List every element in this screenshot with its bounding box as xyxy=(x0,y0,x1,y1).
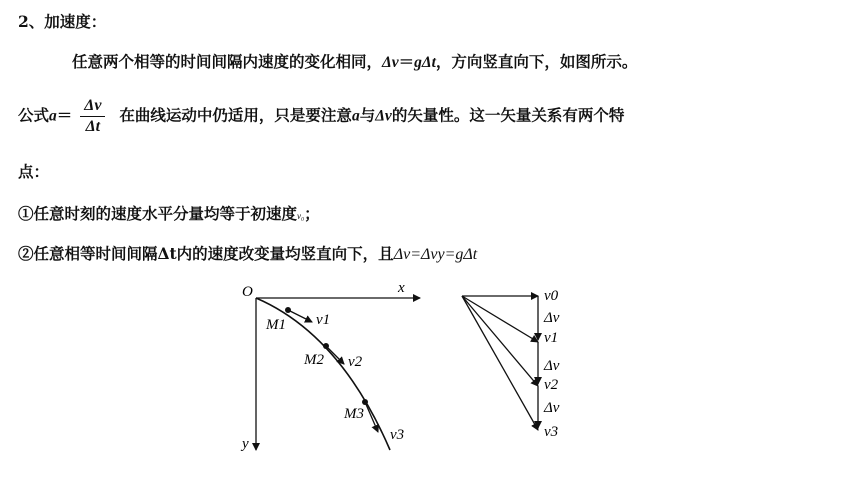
paragraph-2-prefix: 公式 xyxy=(18,105,50,125)
formula-gdt: gΔt xyxy=(414,54,436,71)
v0-label: v0 xyxy=(544,288,559,304)
point-1-sub: v₀ xyxy=(297,211,305,221)
delta-v-label-1: Δv xyxy=(544,310,560,326)
point-2-formula: Δv=Δvy=gΔt xyxy=(393,246,478,263)
v1-label: v1 xyxy=(316,312,331,328)
x-axis-label: x xyxy=(398,280,405,296)
point-1 xyxy=(18,202,320,224)
paragraph-2-continuation: 点： xyxy=(18,162,50,181)
origin-label: O xyxy=(242,284,253,300)
velocity-v3-arrow xyxy=(365,402,378,432)
paragraph-1 xyxy=(72,50,637,72)
paragraph-2-text1: 在曲线运动中仍适用，只是要注意 xyxy=(119,105,352,125)
paragraph-2-eq: ＝ xyxy=(56,105,73,125)
section-heading: 2、加速度： xyxy=(18,12,107,31)
paragraph-1-end: ，方向竖直向下，如图所示。 xyxy=(435,52,638,71)
fraction xyxy=(80,96,105,137)
velocity-v1-arrow xyxy=(288,310,312,322)
point-2-text: ②任意相等时间间隔Δt内的速度改变量均竖直向下，且 xyxy=(18,244,394,263)
v3-label: v3 xyxy=(390,427,405,443)
velocity-vector-diagram xyxy=(462,288,560,440)
m2-label: M2 xyxy=(304,352,324,368)
paragraph-1-text: 任意两个相等的时间间隔内速度的变化相同， xyxy=(72,52,383,71)
paragraph-2-text2: 与 xyxy=(359,105,376,125)
trajectory-diagram xyxy=(240,280,420,452)
v2-vec-label: v2 xyxy=(544,377,559,393)
point-2 xyxy=(18,242,477,264)
fraction-numerator: Δv xyxy=(80,96,105,117)
y-axis-label: y xyxy=(242,436,249,452)
var-a: a xyxy=(49,107,57,125)
point-1-text: ①任意时刻的速度水平分量均等于初速度 xyxy=(18,204,298,223)
vector-v2 xyxy=(462,296,538,386)
var-a2: a xyxy=(351,107,360,125)
point-1-end: ； xyxy=(304,204,320,223)
v1-vec-label: v1 xyxy=(544,330,559,346)
v2-label: v2 xyxy=(348,354,363,370)
delta-v-label-3: Δv xyxy=(544,400,560,416)
velocity-v2-arrow xyxy=(326,346,344,364)
delta-v-label-2: Δv xyxy=(544,358,560,374)
projectile-figure xyxy=(220,274,600,474)
formula-eq: ＝ xyxy=(398,52,415,71)
paragraph-2 xyxy=(18,96,624,137)
paragraph-2-text3: 的矢量性。这一矢量关系有两个特 xyxy=(391,105,625,125)
vector-v3 xyxy=(462,296,538,430)
var-dv: Δv xyxy=(375,107,392,125)
formula-dv: Δv xyxy=(382,54,399,71)
fraction-denominator: Δt xyxy=(85,118,101,135)
m3-label: M3 xyxy=(344,406,364,422)
v3-vec-label: v3 xyxy=(544,424,559,440)
vector-v1 xyxy=(462,296,538,342)
m1-label: M1 xyxy=(266,317,286,333)
